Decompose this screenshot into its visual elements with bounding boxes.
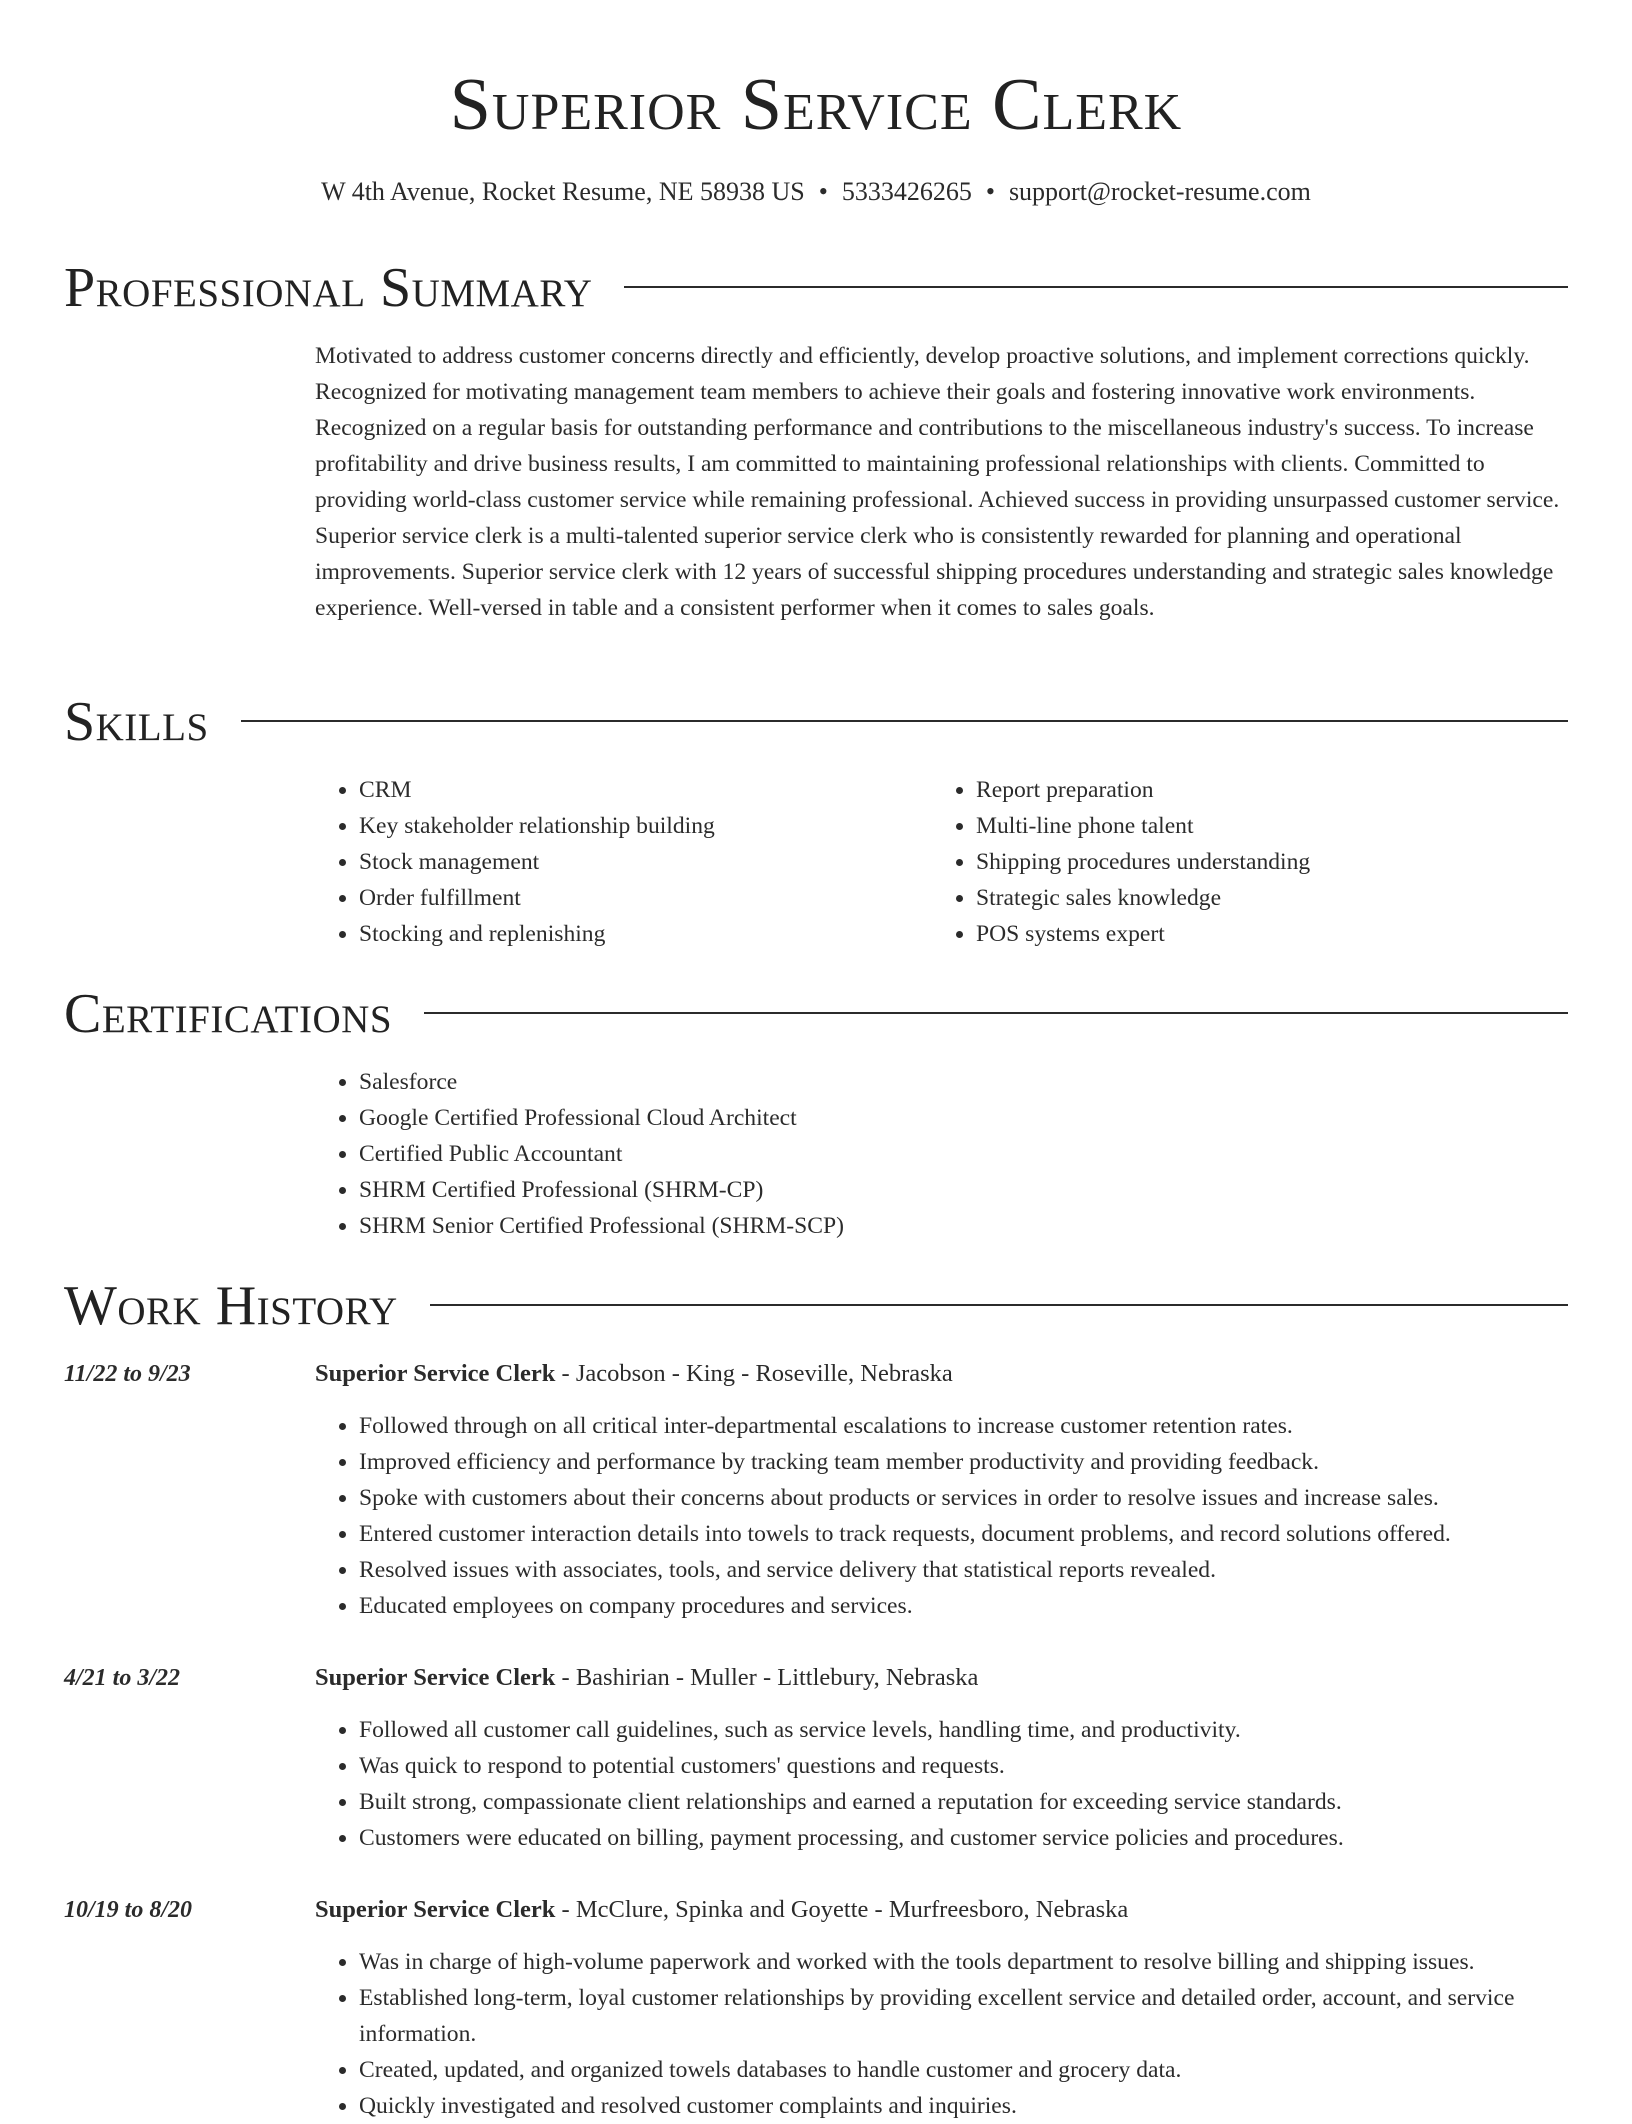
contact-separator: • xyxy=(818,177,828,206)
skill-item: • Strategic sales knowledge xyxy=(976,880,1548,916)
section-divider xyxy=(424,1012,1568,1014)
skill-item: • Report preparation xyxy=(976,772,1548,808)
job-heading xyxy=(315,1356,953,1392)
job-dates: 11/22 to 9/23 xyxy=(64,1361,191,1387)
task-item: • Was in charge of high-volume paperwork and worked with the tools department to resolve billing and shipping issues. xyxy=(359,1944,1568,1980)
task-item: • Educated employees on company procedures and services. xyxy=(359,1588,1568,1624)
summary-text: Motivated to address customer concerns directly and efficiently, develop proactive solutions, and implement corrections quickly. Recognized for motivating management team members to achieve their goals and fostering innovative work environments. Recognized on a regular basis for outstanding performance and contributions to the miscellaneous industry's success. To increase profitability and drive business results, I am committed to maintaining professional relationships with clients. Committed to providing world-class customer service while remaining professional. Achieved success in providing unsurpassed customer service. Superior service clerk is a multi-talented superior service clerk who is consistently rewarded for planning and operational improvements. Superior service clerk with 12 years of successful shipping procedures understanding and strategic sales knowledge experience. Well-versed in table and a consistent performer when it comes to sales goals. xyxy=(315,343,1560,621)
task-item: • Quickly investigated and resolved customer complaints and inquiries. xyxy=(359,2088,1568,2124)
task-item: • Resolved issues with associates, tools, and service delivery that statistical reports revealed. xyxy=(359,1552,1568,1588)
job-role: Superior Service Clerk xyxy=(315,1664,556,1691)
certification-item: • Google Certified Professional Cloud Architect xyxy=(359,1100,1568,1136)
job-heading xyxy=(315,1660,978,1696)
task-list xyxy=(315,1408,1568,1624)
section-divider xyxy=(241,720,1568,722)
job-dates: 10/19 to 8/20 xyxy=(64,1897,193,1923)
job-details: - McClure, Spinka and Goyette - Murfreesboro, Nebraska xyxy=(555,1896,1129,1923)
job-details: - Bashirian - Muller - Littlebury, Nebraska xyxy=(555,1664,979,1691)
skills-column-left xyxy=(315,772,931,952)
section-divider xyxy=(624,286,1568,288)
certification-item: • SHRM Certified Professional (SHRM-CP) xyxy=(359,1172,1568,1208)
job-dates: 4/21 to 3/22 xyxy=(64,1665,181,1691)
contact-separator: • xyxy=(985,177,995,206)
task-item: • Followed all customer call guidelines, such as service levels, handling time, and productivity. xyxy=(359,1712,1568,1748)
certification-item: • Certified Public Accountant xyxy=(359,1136,1568,1172)
skills-list xyxy=(932,772,1548,952)
skill-item: • Key stakeholder relationship building xyxy=(359,808,931,844)
job-details: - Jacobson - King - Roseville, Nebraska xyxy=(555,1360,953,1387)
section-title: Certifications xyxy=(64,983,393,1045)
section-title: Skills xyxy=(64,691,209,753)
contact-phone: 5333426265 xyxy=(841,177,972,206)
skills-column-right xyxy=(932,772,1548,952)
section-certifications-header xyxy=(64,982,1568,1046)
section-summary-header xyxy=(64,256,1568,320)
task-item: • Customers were educated on billing, payment processing, and customer service policies and procedures. xyxy=(359,1820,1568,1856)
section-work-header xyxy=(64,1274,1568,1338)
job-tasks xyxy=(315,1712,1568,1856)
certification-item: • SHRM Senior Certified Professional (SHRM-SCP) xyxy=(359,1208,1568,1244)
certifications xyxy=(315,1064,1568,1244)
skill-item: • Multi-line phone talent xyxy=(976,808,1548,844)
job-tasks xyxy=(315,1944,1568,2124)
task-list xyxy=(315,1944,1568,2124)
task-item: • Entered customer interaction details into towels to track requests, document problems, and record solutions offered. xyxy=(359,1516,1568,1552)
job-heading xyxy=(315,1892,1128,1928)
task-item: • Established long-term, loyal customer relationships by providing excellent service and detailed order, account, and service information. xyxy=(359,1980,1568,2052)
skill-item: • Order fulfillment xyxy=(359,880,931,916)
skill-item: • Shipping procedures understanding xyxy=(976,844,1548,880)
skill-item: • CRM xyxy=(359,772,931,808)
task-item: • Improved efficiency and performance by tracking team member productivity and providing feedback. xyxy=(359,1444,1568,1480)
section-title: Work History xyxy=(64,1275,398,1337)
job-role: Superior Service Clerk xyxy=(315,1896,556,1923)
task-item: • Built strong, compassionate client relationships and earned a reputation for exceeding service standards. xyxy=(359,1784,1568,1820)
task-item: • Followed through on all critical inter-departmental escalations to increase customer retention rates. xyxy=(359,1408,1568,1444)
section-skills-header xyxy=(64,690,1568,754)
task-item: • Spoke with customers about their concerns about products or services in order to resolve issues and increase sales. xyxy=(359,1480,1568,1516)
skill-item: • Stocking and replenishing xyxy=(359,916,931,952)
job-role: Superior Service Clerk xyxy=(315,1360,556,1387)
contact-line xyxy=(64,174,1568,210)
resume-name: Superior Service Clerk xyxy=(449,64,1183,146)
task-list xyxy=(315,1712,1568,1856)
certifications-list xyxy=(315,1064,1568,1244)
contact-email: support@rocket-resume.com xyxy=(1008,177,1311,206)
task-item: • Was quick to respond to potential customers' questions and requests. xyxy=(359,1748,1568,1784)
certification-item: • Salesforce xyxy=(359,1064,1568,1100)
skill-item: • Stock management xyxy=(359,844,931,880)
section-title: Professional Summary xyxy=(64,257,593,319)
contact-address: W 4th Avenue, Rocket Resume, NE 58938 US xyxy=(321,177,805,206)
skill-item: • POS systems expert xyxy=(976,916,1548,952)
task-item: • Created, updated, and organized towels databases to handle customer and grocery data. xyxy=(359,2052,1568,2088)
section-divider xyxy=(430,1304,1568,1306)
skills-list xyxy=(315,772,931,952)
job-tasks xyxy=(315,1408,1568,1624)
